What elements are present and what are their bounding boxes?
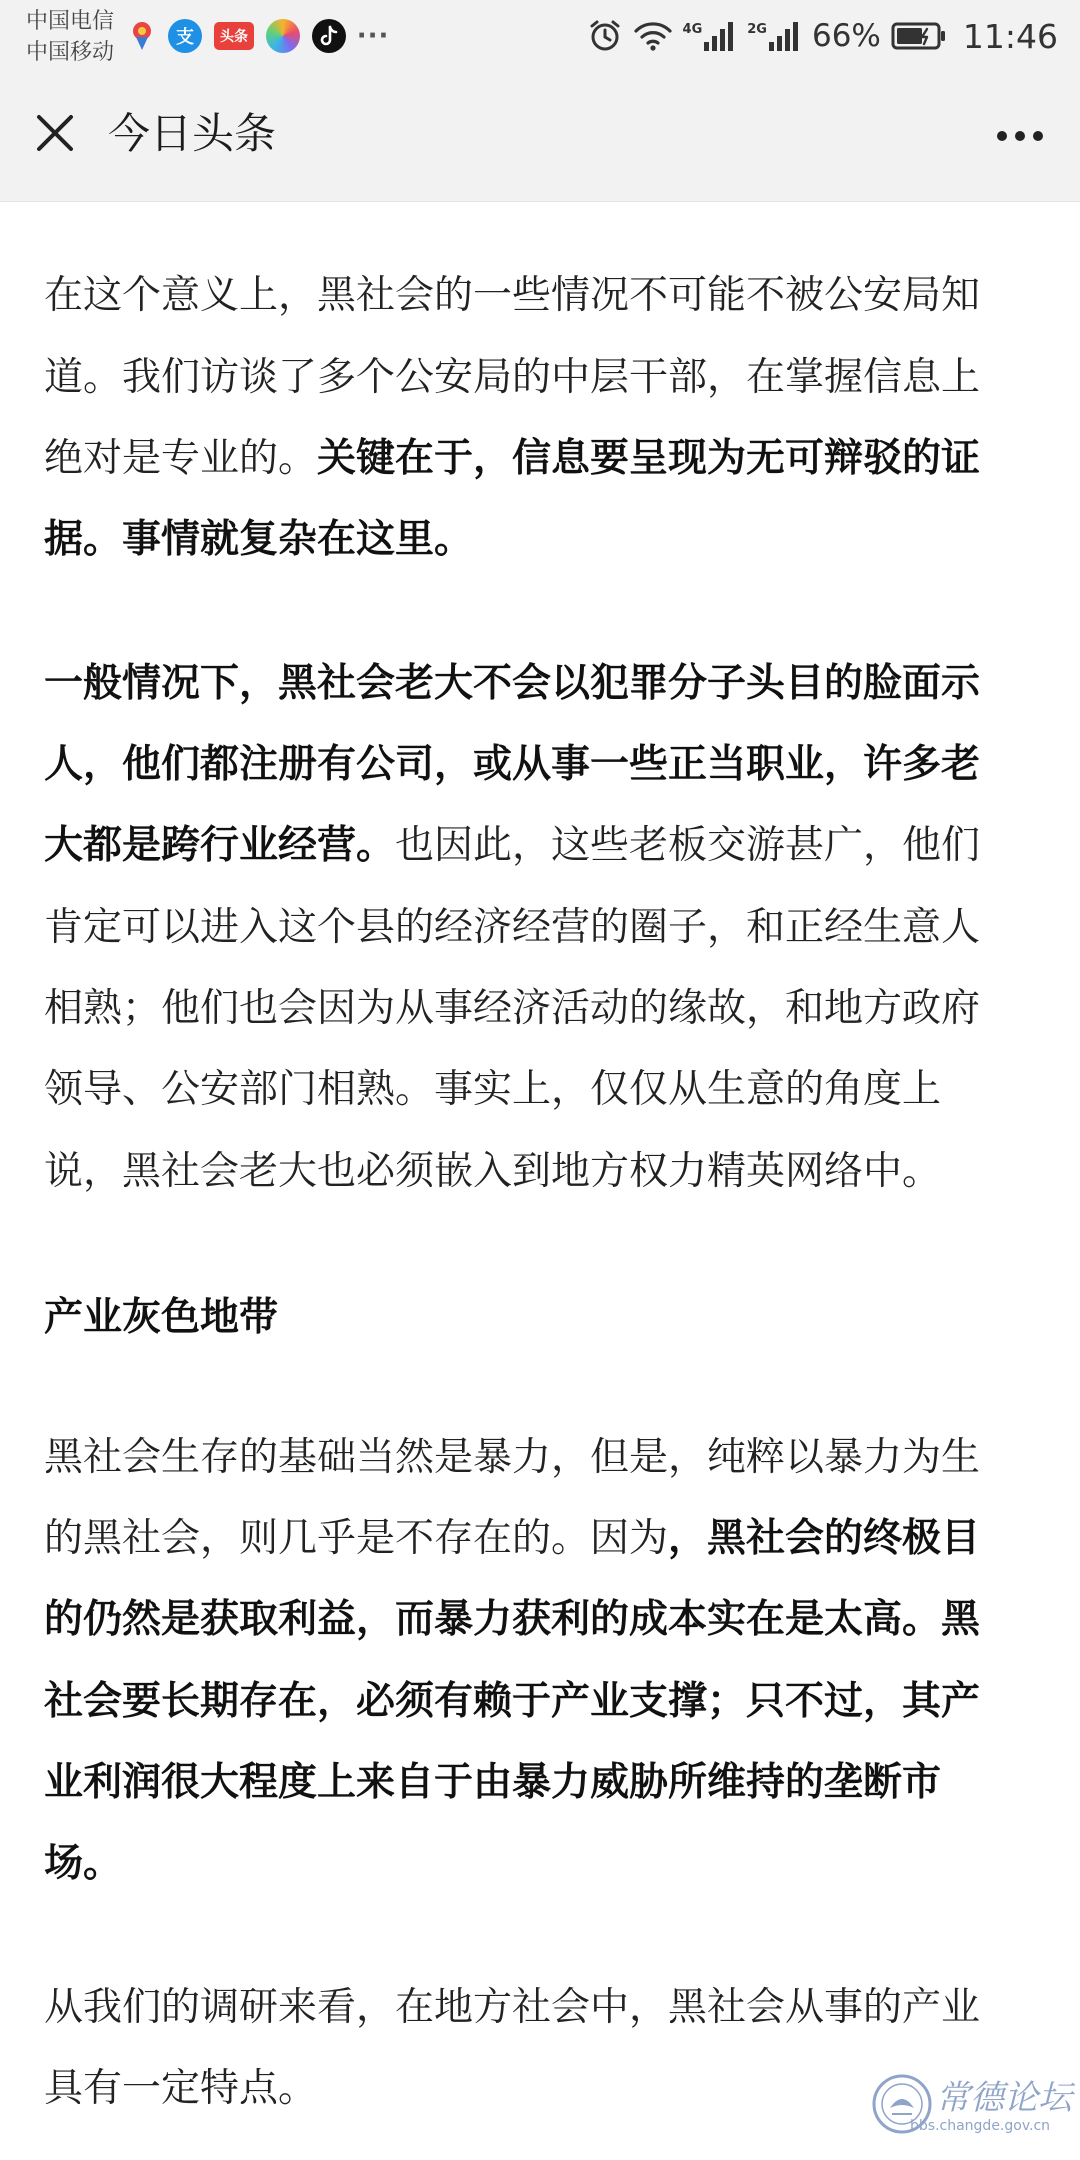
alipay-icon: 支 (168, 19, 202, 53)
article-line (44, 1834, 1044, 1894)
toutiao-icon: 头条 (214, 22, 254, 50)
carrier-name-2: 中国移动 (26, 40, 115, 65)
watermark-url: bbs.changde.gov.cn (910, 2118, 1051, 2134)
article-line: 在这个意义上，黑社会的一些情况不可能不被公安局知 (44, 273, 981, 318)
article-emphasis: 一般情况下，黑社会老大不会以犯罪分子头目的脸面示 (44, 661, 981, 706)
article-emphasis: 场。 (44, 1841, 123, 1886)
article-line: 相熟；他们也会因为从事经济活动的缘故，和地方政府 (44, 986, 981, 1031)
article-emphasis: 社会要长期存在，必须有赖于产业支撑；只不过，其产 (44, 1679, 981, 1724)
article-emphasis: 大都是跨行业经营。 (44, 823, 396, 868)
section-heading (44, 1288, 1044, 1348)
article-line (44, 510, 1044, 570)
article-text: 绝对是专业的。 (44, 436, 318, 481)
article-line: 从我们的调研来看，在地方社会中，黑社会从事的产业 (44, 1985, 981, 2030)
article-emphasis: 人，他们都注册有公司，或从事一些正当职业，许多老 (44, 742, 981, 787)
article-line: 道。我们访谈了多个公安局的中层干部，在掌握信息上 (44, 355, 981, 400)
clock: 11:46 (962, 16, 1058, 56)
watermark-text: 常德论坛 (936, 2078, 1072, 2118)
article-line: 具有一定特点。 (44, 2066, 318, 2111)
carrier-name-1: 中国电信 (26, 9, 115, 34)
article-text: 的黑社会，则几乎是不存在的。因为 (44, 1516, 669, 1561)
page-title: 今日头条 (108, 109, 277, 158)
article-line (44, 1753, 1044, 1813)
article-line (44, 1672, 1044, 1732)
more-notifications-icon: ··· (356, 21, 390, 51)
network-type-2: 2G (747, 22, 767, 37)
article-emphasis: 据。事情就复杂在这里。 (44, 517, 474, 562)
article-line (44, 1590, 1044, 1650)
article-emphasis: 的仍然是获取利益，而暴力获利的成本实在是太高。黑 (44, 1597, 981, 1642)
article-emphasis: 关键在于，信息要呈现为无可辩驳的证 (317, 436, 981, 481)
article-line (44, 654, 1044, 714)
article-line (44, 1509, 1044, 1569)
forum-watermark (870, 2064, 1072, 2146)
article-line: 领导、公安部门相熟。事实上，仅仅从生意的角度上 (44, 1067, 942, 1112)
battery-percent: 66% (811, 18, 881, 54)
article-line: 说，黑社会老大也必须嵌入到地方权力精英网络中。 (44, 1149, 942, 1194)
article-line: 肯定可以进入这个县的经济经营的圈子，和正经生意人 (44, 905, 981, 950)
article-line: 黑社会生存的基础当然是暴力，但是，纯粹以暴力为生 (44, 1435, 981, 1480)
article-line (44, 816, 1044, 876)
article-line (44, 429, 1044, 489)
network-type-1: 4G (682, 22, 703, 37)
article-emphasis: ，黑社会的终极目 (668, 1516, 981, 1561)
article-emphasis: 业利润很大程度上来自于由暴力威胁所维持的垄断市 (44, 1760, 942, 1805)
section-heading-text: 产业灰色地带 (44, 1295, 279, 1340)
article-line (44, 735, 1044, 795)
article-text: 也因此，这些老板交游甚广，他们 (395, 823, 981, 868)
